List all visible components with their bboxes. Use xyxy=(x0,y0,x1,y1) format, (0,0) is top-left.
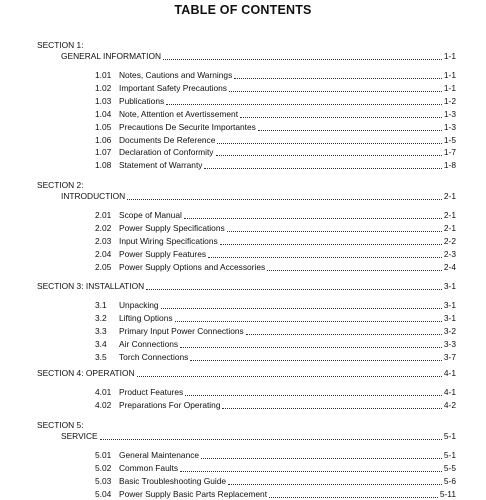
toc-entry-label: Unpacking xyxy=(119,300,159,310)
toc-entry-label: Input Wiring Specifications xyxy=(119,235,218,246)
toc-entry[interactable] xyxy=(95,70,456,80)
toc-entry-label: Publications xyxy=(119,95,165,106)
dot-leader xyxy=(208,250,442,258)
toc-entry-number: 1.03 xyxy=(95,95,112,106)
toc-entry-page: 5-11 xyxy=(439,488,456,499)
section-heading[interactable] xyxy=(37,368,456,378)
section-title-entry[interactable] xyxy=(61,191,456,201)
toc-entry-page: 5-6 xyxy=(443,475,456,486)
dot-leader xyxy=(222,401,441,409)
toc-entry-page: 5-1 xyxy=(443,450,456,460)
toc-entry[interactable] xyxy=(95,262,456,272)
toc-entry[interactable] xyxy=(95,210,456,220)
dot-leader xyxy=(180,464,442,472)
toc-entry-page: 2-3 xyxy=(443,248,456,259)
toc-entry-number: 4.02 xyxy=(95,399,112,410)
dot-leader xyxy=(216,148,442,156)
toc-entry-number: 2.05 xyxy=(95,261,112,272)
toc-entry-label: Important Safety Precautions xyxy=(119,82,227,93)
toc-entry[interactable] xyxy=(95,476,456,486)
toc-entry-number: 3.1 xyxy=(95,300,107,310)
toc-entry-page: 3-1 xyxy=(443,300,456,310)
section-heading: SECTION 2: xyxy=(37,180,84,190)
toc-entry-label: SECTION 4: OPERATION xyxy=(37,368,135,378)
toc-entry-page: 2-4 xyxy=(443,261,456,272)
toc-entry-page: 5-5 xyxy=(443,462,456,473)
toc-entry-label: SERVICE xyxy=(61,431,98,441)
toc-entry-page: 3-3 xyxy=(443,338,456,349)
dot-leader xyxy=(175,314,442,322)
toc-entry-number: 3.2 xyxy=(95,312,107,323)
dot-leader xyxy=(227,224,442,232)
toc-entry-number: 1.07 xyxy=(95,147,112,158)
toc-entry-label: Basic Troubleshooting Guide xyxy=(119,475,227,486)
toc-entry-page: 3-1 xyxy=(443,281,456,291)
toc-entry-page: 4-1 xyxy=(443,387,456,397)
toc-entry-label: Notes, Cautions and Warnings xyxy=(119,70,233,80)
dot-leader xyxy=(228,477,442,485)
toc-entry-label: General Maintenance xyxy=(119,450,200,460)
toc-entry-number: 1.08 xyxy=(95,160,112,171)
toc-entry[interactable] xyxy=(95,249,456,259)
toc-entry[interactable] xyxy=(95,83,456,93)
toc-entry-number: 1.02 xyxy=(95,82,112,93)
toc-entry-label: INTRODUCTION xyxy=(61,191,126,201)
toc-entry-label: Power Supply Basic Parts Replacement xyxy=(119,488,268,499)
dot-leader xyxy=(185,388,442,396)
toc-entry-page: 4-2 xyxy=(443,399,456,410)
dot-leader xyxy=(234,71,442,79)
toc-entry[interactable] xyxy=(95,313,456,323)
section-title-entry[interactable] xyxy=(61,431,456,441)
toc-entry-number: 3.5 xyxy=(95,351,107,362)
toc-entry-page: 3-2 xyxy=(443,325,456,336)
toc-entry-page: 1-3 xyxy=(443,121,456,132)
toc-entry-number: 5.04 xyxy=(95,488,112,499)
toc-entry[interactable] xyxy=(95,160,456,170)
toc-entry-page: 1-5 xyxy=(443,134,456,145)
toc-entry-page: 1-1 xyxy=(443,70,456,80)
toc-entry[interactable] xyxy=(95,387,456,397)
toc-entry[interactable] xyxy=(95,463,456,473)
dot-leader xyxy=(161,301,442,309)
toc-entry-page: 3-7 xyxy=(443,351,456,362)
dot-leader xyxy=(137,369,442,377)
dot-leader xyxy=(166,97,442,105)
dot-leader xyxy=(180,340,442,348)
toc-entry-page: 1-3 xyxy=(443,108,456,119)
toc-entry-page: 4-1 xyxy=(443,368,456,378)
dot-leader xyxy=(100,432,442,440)
toc-entry-page: 2-2 xyxy=(443,235,456,246)
toc-entry[interactable] xyxy=(95,489,456,499)
toc-entry-number: 2.02 xyxy=(95,222,112,233)
toc-entry-label: Statement of Warranty xyxy=(119,160,203,171)
toc-entry-page: 1-7 xyxy=(443,147,456,158)
section-heading: SECTION 1: xyxy=(37,40,84,50)
toc-entry[interactable] xyxy=(95,96,456,106)
toc-entry[interactable] xyxy=(95,300,456,310)
toc-entry-label: Note, Attention et Avertissement xyxy=(119,108,239,119)
toc-entry-number: 4.01 xyxy=(95,387,112,397)
toc-entry-page: 3-1 xyxy=(443,312,456,323)
toc-entry[interactable] xyxy=(95,326,456,336)
toc-entry-number: 1.06 xyxy=(95,134,112,145)
toc-entry-label: Common Faults xyxy=(119,462,179,473)
toc-entry-number: 5.01 xyxy=(95,450,112,460)
section-heading: SECTION 5: xyxy=(37,420,84,430)
toc-entry[interactable] xyxy=(95,223,456,233)
toc-entry-page: 1-1 xyxy=(443,82,456,93)
toc-entry-label: Power Supply Specifications xyxy=(119,222,225,233)
toc-entry-number: 1.01 xyxy=(95,70,112,80)
dot-leader xyxy=(146,282,442,290)
toc-entry-label: Product Features xyxy=(119,387,184,397)
toc-entry-label: Lifting Options xyxy=(119,312,173,323)
toc-entry-label: Power Supply Options and Accessories xyxy=(119,261,266,272)
dot-leader xyxy=(204,161,441,169)
toc-entry-label: Power Supply Features xyxy=(119,248,207,259)
toc-entry-label: GENERAL INFORMATION xyxy=(61,51,162,61)
toc-entry[interactable] xyxy=(95,450,456,460)
toc-entry-page: 1-8 xyxy=(443,160,456,171)
dot-leader xyxy=(246,327,442,335)
toc-entry-label: Air Connections xyxy=(119,338,179,349)
dot-leader xyxy=(163,52,442,60)
section-title-entry[interactable] xyxy=(61,51,456,61)
dot-leader xyxy=(201,451,442,459)
toc-entry-label: SECTION 3: INSTALLATION xyxy=(37,281,145,291)
toc-entry-page: 1-1 xyxy=(443,51,456,61)
toc-entry[interactable] xyxy=(95,109,456,119)
toc-entry-page: 1-2 xyxy=(443,95,456,106)
toc-entry-number: 2.01 xyxy=(95,210,112,220)
toc-entry[interactable] xyxy=(95,147,456,157)
toc-entry-number: 1.04 xyxy=(95,108,112,119)
toc-entry-number: 2.04 xyxy=(95,248,112,259)
toc-entry-label: Preparations For Operating xyxy=(119,399,221,410)
section-heading[interactable] xyxy=(37,281,456,291)
toc-entry[interactable] xyxy=(95,352,456,362)
page-title: TABLE OF CONTENTS xyxy=(174,3,312,17)
toc-entry-page: 2-1 xyxy=(443,222,456,233)
dot-leader xyxy=(267,263,442,271)
toc-entry-label: Documents De Reference xyxy=(119,134,216,145)
toc-entry-label: Precautions De Securite Importantes xyxy=(119,121,256,132)
toc-entry-page: 2-1 xyxy=(443,210,456,220)
dot-leader xyxy=(229,84,442,92)
toc-entry-number: 5.03 xyxy=(95,475,112,486)
dot-leader xyxy=(258,123,442,131)
dot-leader xyxy=(220,237,442,245)
toc-entry-number: 1.05 xyxy=(95,121,112,132)
toc-entry[interactable] xyxy=(95,400,456,410)
dot-leader xyxy=(240,110,442,118)
toc-entry[interactable] xyxy=(95,122,456,132)
toc-entry-number: 5.02 xyxy=(95,462,112,473)
toc-entry-label: Torch Connections xyxy=(119,351,189,362)
toc-entry[interactable] xyxy=(95,236,456,246)
toc-entry-page: 2-1 xyxy=(443,191,456,201)
toc-entry-label: Scope of Manual xyxy=(119,210,182,220)
dot-leader xyxy=(127,192,442,200)
dot-leader xyxy=(269,490,438,498)
toc-entry-label: Primary Input Power Connections xyxy=(119,325,244,336)
toc-entry-number: 3.4 xyxy=(95,338,107,349)
toc-entry[interactable] xyxy=(95,135,456,145)
toc-entry-page: 5-1 xyxy=(443,431,456,441)
dot-leader xyxy=(184,211,442,219)
toc-entry-label: Declaration of Conformity xyxy=(119,147,214,158)
toc-entry-number: 3.3 xyxy=(95,325,107,336)
dot-leader xyxy=(217,136,442,144)
toc-entry-number: 2.03 xyxy=(95,235,112,246)
toc-entry[interactable] xyxy=(95,339,456,349)
dot-leader xyxy=(190,353,442,361)
